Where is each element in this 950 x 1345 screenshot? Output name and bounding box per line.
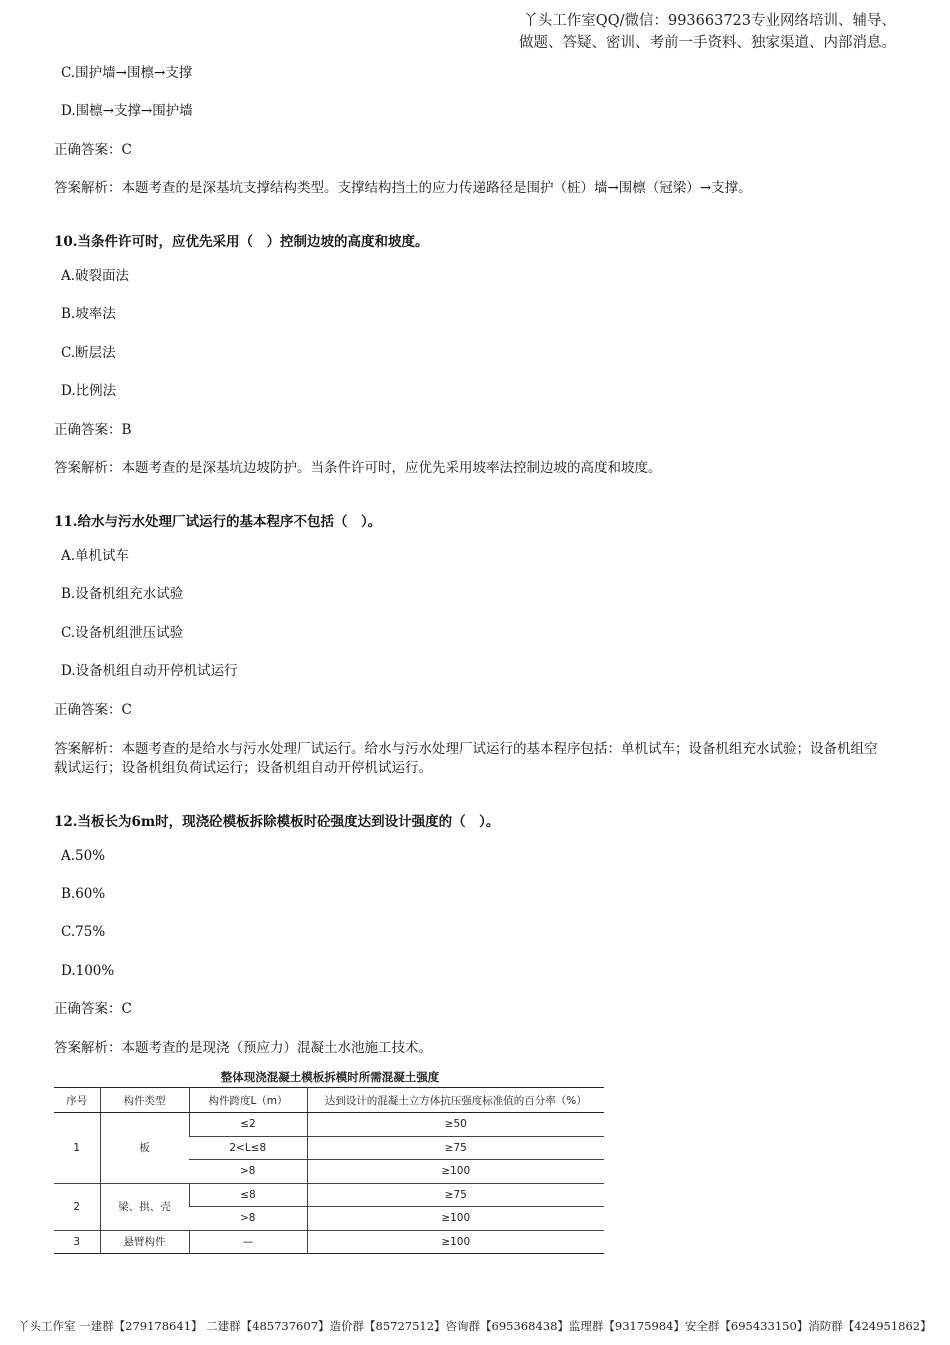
q11-option-a: A.单机试车 <box>61 548 130 564</box>
q10-option-c: C.断层法 <box>61 345 116 361</box>
q10-option-a: A.破裂面法 <box>61 268 130 284</box>
header-span: 构件跨度L（m） <box>189 1088 307 1113</box>
q11-option-b: B.设备机组充水试验 <box>61 586 184 602</box>
table-row <box>54 1230 604 1254</box>
table-header-row <box>54 1088 604 1113</box>
q12-option-c: C.75% <box>61 924 106 940</box>
table-title: 整体现浇混凝土模板拆模时所需混凝土强度 <box>220 1070 440 1084</box>
row-percent: ≥50 <box>307 1113 604 1137</box>
table-row <box>54 1113 604 1137</box>
row-type: 板 <box>100 1113 189 1184</box>
q12-option-a: A.50% <box>61 848 106 864</box>
q12-question: 12.当板长为6m时，现浇砼模板拆除模板时砼强度达到设计强度的（ ）。 <box>54 814 500 830</box>
q9-option-d: D.围檩→支撑→围护墙 <box>61 103 193 119</box>
row-type: 悬臂构件 <box>100 1230 189 1254</box>
q10-option-b: B.坡率法 <box>61 306 116 322</box>
table-row <box>54 1183 604 1207</box>
q12-option-b: B.60% <box>61 886 106 902</box>
header-no: 序号 <box>54 1088 100 1113</box>
q12-option-d: D.100% <box>61 963 115 979</box>
page-footer: 丫头工作室 一建群【279178641】 二建群【485737607】造价群【85727512】咨询群【695368438】监理群【93175984】安全群【695433150】消防群【424951862】 <box>18 1319 932 1333</box>
q10-analysis: 答案解析：本题考查的是深基坑边坡防护。当条件许可时，应优先采用坡率法控制边坡的高度和坡度。 <box>54 460 662 476</box>
header-type: 构件类型 <box>100 1088 189 1113</box>
q12-analysis: 答案解析：本题考查的是现浇（预应力）混凝土水池施工技术。 <box>54 1040 432 1056</box>
q10-answer: 正确答案：B <box>54 422 132 438</box>
q10-option-d: D.比例法 <box>61 383 117 399</box>
q11-question: 11.给水与污水处理厂试运行的基本程序不包括（ ）。 <box>54 514 382 530</box>
row-no: 1 <box>54 1113 100 1184</box>
q11-option-d: D.设备机组自动开停机试运行 <box>61 663 238 679</box>
q9-analysis: 答案解析：本题考查的是深基坑支撑结构类型。支撑结构挡土的应力传递路径是围护（桩）墙→围檩（冠梁）→支撑。 <box>54 180 752 196</box>
row-percent: ≥100 <box>307 1230 604 1254</box>
row-span: ≤2 <box>189 1113 307 1137</box>
q9-answer: 正确答案：C <box>54 142 132 158</box>
header-line-1: 丫头工作室QQ/微信：993663723专业网络培训、辅导、 <box>523 13 896 29</box>
header-percent: 达到设计的混凝土立方体抗压强度标准值的百分率（%） <box>307 1088 604 1113</box>
row-percent: ≥75 <box>307 1183 604 1207</box>
row-no: 3 <box>54 1230 100 1254</box>
q9-option-c: C.围护墙→围檩→支撑 <box>61 65 193 81</box>
q12-answer: 正确答案：C <box>54 1001 132 1017</box>
formwork-strength-table <box>54 1087 604 1254</box>
row-span: ≤8 <box>189 1183 307 1207</box>
row-span: >8 <box>189 1160 307 1184</box>
row-percent: ≥100 <box>307 1160 604 1184</box>
q11-answer: 正确答案：C <box>54 702 132 718</box>
row-percent: ≥75 <box>307 1136 604 1160</box>
row-span: 2<L≤8 <box>189 1136 307 1160</box>
row-no: 2 <box>54 1183 100 1230</box>
row-type: 梁、拱、壳 <box>100 1183 189 1230</box>
page-header <box>336 10 896 54</box>
row-span: — <box>189 1230 307 1254</box>
q11-option-c: C.设备机组泄压试验 <box>61 625 184 641</box>
q10-question: 10.当条件许可时，应优先采用（ ）控制边坡的高度和坡度。 <box>54 234 429 250</box>
q11-analysis: 答案解析：本题考查的是给水与污水处理厂试运行。给水与污水处理厂试运行的基本程序包括：单机试车；设备机组充水试验；设备机组空载试运行；设备机组负荷试运行；设备机组自动开停机试运行。 <box>54 741 878 776</box>
header-line-2: 做题、答疑、密训、考前一手资料、独家渠道、内部消息。 <box>519 35 896 51</box>
row-percent: ≥100 <box>307 1207 604 1231</box>
row-span: >8 <box>189 1207 307 1231</box>
